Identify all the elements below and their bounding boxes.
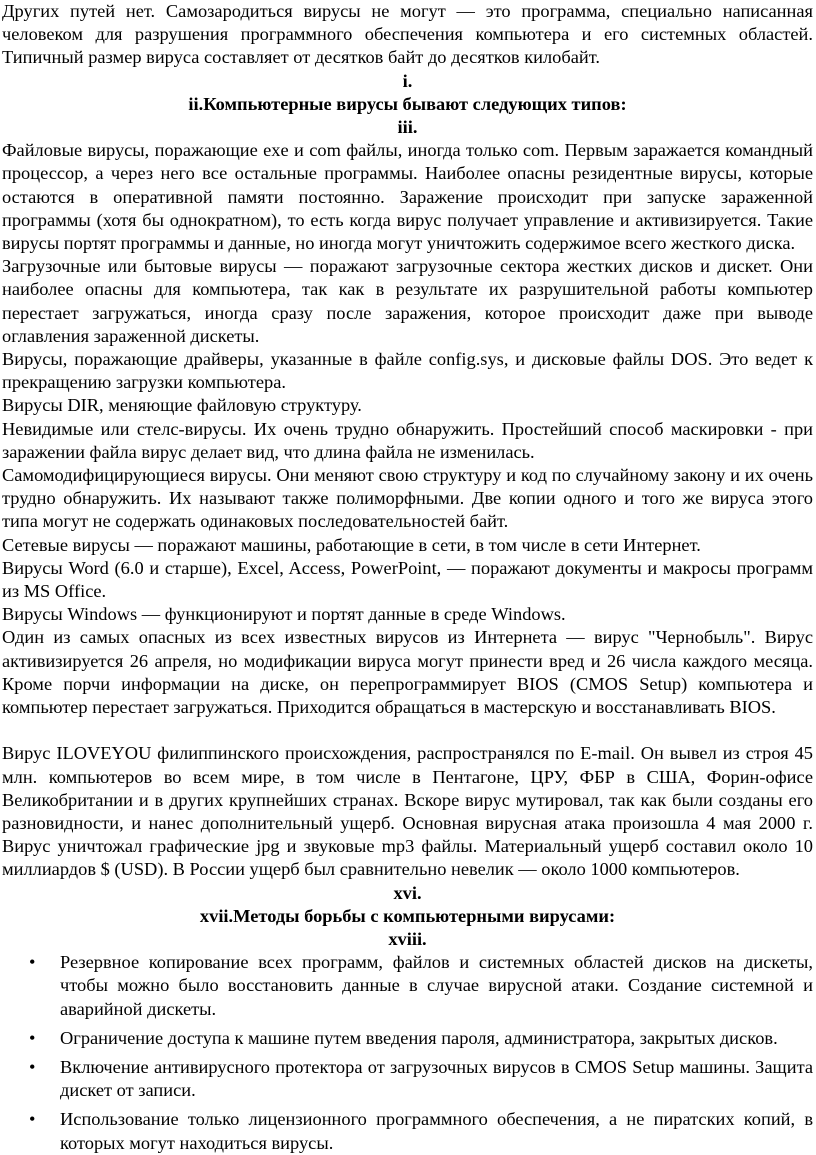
list-item xyxy=(2,951,813,1021)
list-item-text: Включение антивирусного протектора от загрузочных вирусов в CMOS Setup машины. Защита дискет от записи. xyxy=(60,1056,813,1101)
bullet-icon: • xyxy=(29,1056,36,1077)
bullet-icon: • xyxy=(29,1109,36,1130)
list-item-text: Резервное копирование всех программ, файлов и системных областей дисков на дискеты, чтобы можно было восстановить данные в случае вирусной атаки. Создание системной и аварийной дискеты. xyxy=(60,952,813,1019)
list-item xyxy=(2,1108,813,1154)
virus-type-paragraph: Загрузочные или бытовые вирусы — поражают загрузочные сектора жестких дисков и дискет. Они наиболее опасны для компьютера, так как в результате их разрушительной работы компьютер перестает загружаться, иногда сразу после заражения, которое происходит даже при выводе оглавления зараженной дискеты. xyxy=(2,256,813,346)
virus-type-paragraph: Невидимые или стелс-вирусы. Их очень трудно обнаружить. Простейший способ маскировки - при заражении файла вирус делает вид, что длина файла не изменилась. xyxy=(2,418,813,462)
heading-iii: iii. xyxy=(397,117,418,138)
virus-type-paragraph: Файловые вирусы, поражающие exe и com файлы, иногда только com. Первым заражается командный процессор, а через него все остальные программы. Наиболее опасны резидентные вирусы, которые остаются в оперативной памяти постоянно. Заражение происходит при запуске зараженной программы (хотя бы однократном), то есть когда вирус получает управление и активизируется. Такие вирусы портят программы и данные, но иногда могут уничтожить содержимое всего жесткого диска. xyxy=(2,140,813,254)
list-item xyxy=(2,1056,813,1102)
virus-type-paragraph: Вирусы Word (6.0 и старше), Excel, Access, PowerPoint, — поражают документы и макросы программ из MS Office. xyxy=(2,557,813,602)
heading-methods: xvii.Методы борьбы с компьютерными вирусами: xyxy=(199,905,616,926)
heading-xvi: xvi. xyxy=(393,882,422,903)
virus-type-paragraph: Вирусы Windows — функционируют и портят данные в среде Windows. xyxy=(2,604,566,625)
virus-type-paragraph: Самомодифицирующиеся вирусы. Они меняют свою структуру и код по случайному закону и их очень трудно обнаружить. Их называют также полиморфными. Две копии одного и того же вируса этого типа могут не содержать одинаковых последовательностей байт. xyxy=(2,465,813,532)
methods-list xyxy=(2,951,813,1155)
heading-i: i. xyxy=(402,70,413,91)
bullet-icon: • xyxy=(29,1027,36,1048)
blank-line xyxy=(2,719,813,742)
iloveyou-paragraph: Вирус ILOVEYOU филиппинского происхождения, распространялся по E-mail. Он вывел из строя 45 млн. компьютеров во всем мире, в том числе в Пентагоне, ЦРУ, ФБР в США, Форин-офисе Великобритании и в других крупнейших странах. Вскоре вирус мутировал, так как были созданы его разновидности, и нанес дополнительный ущерб. Основная вирусная атака произошла 4 мая 2000 г. Вирус уничтожал графические jpg и звуковые mp3 файлы. Материальный ущерб составил около 10 миллиардов $ (USD). В России ущерб был сравнительно невелик — около 1000 компьютеров. xyxy=(2,743,813,880)
heading-xviii: xviii. xyxy=(388,928,427,949)
heading-virus-types: ii.Компьютерные вирусы бывают следующих типов: xyxy=(188,93,627,114)
virus-type-paragraph: Один из самых опасных из всех известных вирусов из Интернета — вирус "Чернобыль". Вирус активизируется 26 апреля, но модификации вируса могут принести вред и 26 числа каждого месяца. Кроме порчи информации на диске, он перепрограммирует BIOS (CMOS Setup) компьютера и компьютер перестает загружаться. Приходится обращаться в мастерскую и восстанавливать BIOS. xyxy=(2,627,813,718)
virus-type-paragraph: Сетевые вирусы — поражают машины, работающие в сети, в том числе в сети Интернет. xyxy=(2,534,701,555)
virus-type-paragraph: Вирусы, поражающие драйверы, указанные в файле config.sys, и дисковые файлы DOS. Это ведет к прекращению загрузки компьютера. xyxy=(2,349,813,393)
intro-paragraph: Других путей нет. Самозародиться вирусы не могут — это программа, специально написанная человеком для разрушения программного обеспечения компьютера и его системных областей. Типичный размер вируса составляет от десятков байт до десятков килобайт. xyxy=(2,1,813,68)
list-item-text: Использование только лицензионного программного обеспечения, а не пиратских копий, в которых могут находиться вирусы. xyxy=(60,1109,813,1153)
bullet-icon: • xyxy=(29,952,36,973)
list-item-text: Ограничение доступа к машине путем введения пароля, администратора, закрытых дисков. xyxy=(60,1027,778,1048)
list-item xyxy=(2,1027,813,1050)
virus-type-paragraph: Вирусы DIR, меняющие файловую структуру. xyxy=(2,395,362,416)
